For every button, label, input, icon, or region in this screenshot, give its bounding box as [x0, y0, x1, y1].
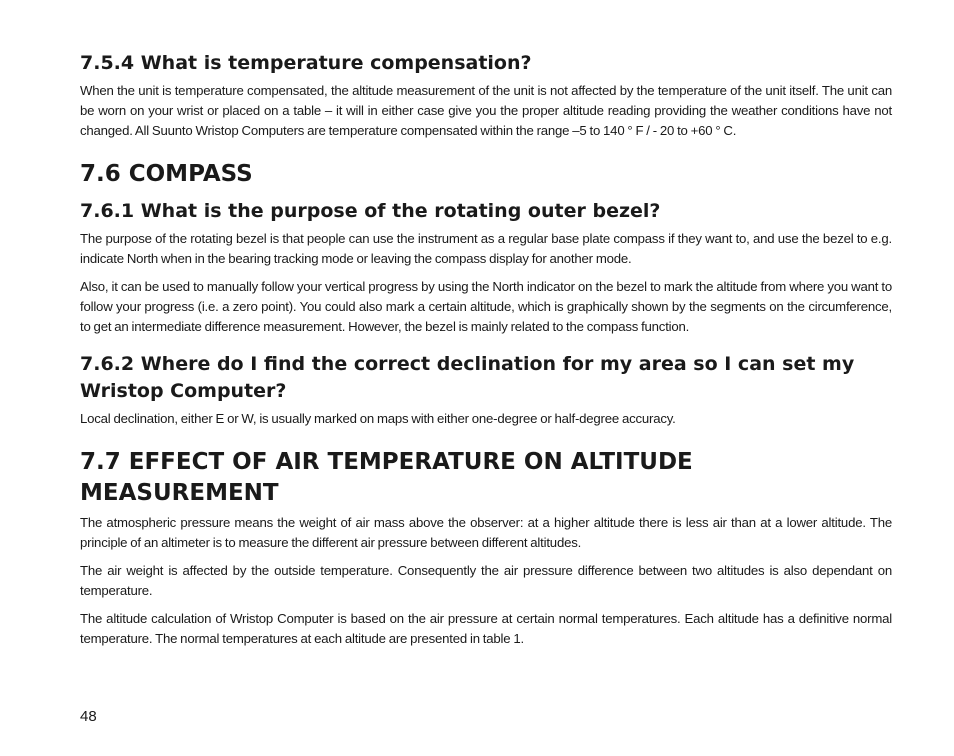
section-heading-7-6-1: 7.6.1 What is the purpose of the rotating outer bezel? — [80, 200, 661, 222]
paragraph-temperature-compensation: When the unit is temperature compensated, the altitude measurement of the unit is not affected by the temperature of the unit itself. The unit can be worn on your wrist or placed on a table – it will in either case give you the proper altitude reading providing the weather conditions have not changed. All Suunto Wristop Computers are temperature compensated within the range –5 to 140 ° F / - 20 to +60 ° C. — [80, 83, 892, 138]
page-number: 48 — [80, 708, 97, 725]
paragraph-altitude-calculation: The altitude calculation of Wristop Computer is based on the air pressure at certain normal temperatures. Each altitude has a definitive normal temperature. The normal temperatures at each altitude are presented in table 1. — [80, 611, 892, 646]
paragraph-atmospheric-pressure: The atmospheric pressure means the weight of air mass above the observer: at a higher altitude there is less air than at a lower altitude. The principle of an altimeter is to measure the different air pressure between different altitudes. — [80, 515, 892, 550]
section-heading-7-7: 7.7 EFFECT OF AIR TEMPERATURE ON ALTITUDE MEASUREMENT — [80, 449, 693, 506]
document-page — [80, 50, 892, 649]
paragraph-bezel-purpose: The purpose of the rotating bezel is that people can use the instrument as a regular base plate compass if they want to, and use the bezel to e.g. indicate North when in the bearing tracking mode or leaving the compass display for another mode. — [80, 231, 892, 266]
section-heading-7-6-2: 7.6.2 Where do I find the correct declination for my area so I can set my Wristop Computer? — [80, 353, 855, 402]
section-heading-7-5-4: 7.5.4 What is temperature compensation? — [80, 52, 532, 74]
section-heading-7-6: 7.6 COMPASS — [80, 161, 253, 187]
paragraph-bezel-vertical-progress: Also, it can be used to manually follow your vertical progress by using the North indicator on the bezel to mark the altitude from where you want to follow your progress (i.e. a zero point). You could also mark a certain altitude, which is graphically shown by the segments on the circumference, to get an intermediate difference measurement. However, the bezel is mainly related to the compass function. — [80, 279, 892, 334]
paragraph-air-weight: The air weight is affected by the outside temperature. Consequently the air pressure difference between two altitudes is also dependant on temperature. — [80, 563, 892, 598]
paragraph-declination: Local declination, either E or W, is usually marked on maps with either one-degree or half-degree accuracy. — [80, 411, 676, 426]
